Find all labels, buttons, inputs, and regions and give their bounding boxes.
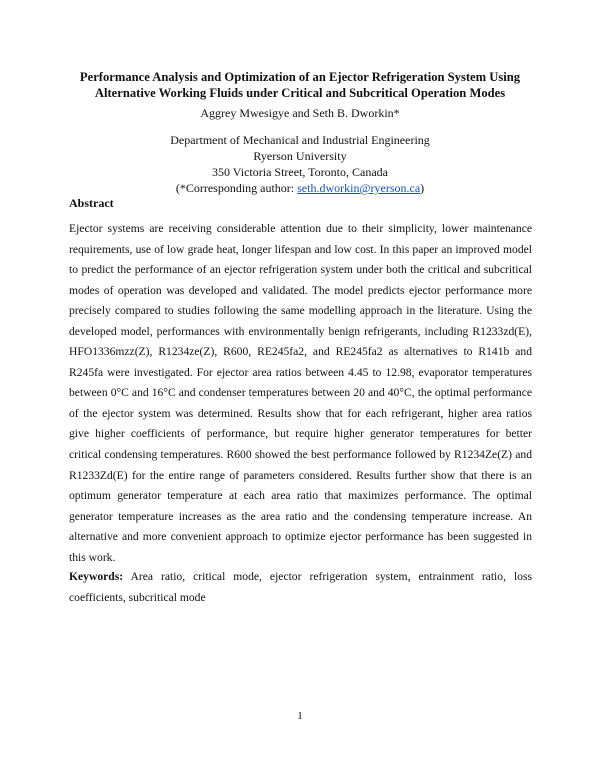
corresponding-author: [0, 180, 600, 196]
author-list: Aggrey Mwesigye and Seth B. Dworkin*: [200, 106, 400, 120]
abstract-line: to predict the performance of an ejector refrigeration system under both the critical and subcritical: [69, 263, 532, 277]
abstract-line: critical condensing temperatures. R600 showed the best performance followed by R1234Ze(Z) and: [69, 448, 532, 462]
keywords-block: [69, 567, 532, 608]
address: 350 Victoria Street, Toronto, Canada: [212, 165, 388, 179]
abstract-line: R1233Zd(E) for the entire range of parameters considered. Results further show that there is an: [69, 468, 532, 482]
university: Ryerson University: [253, 149, 347, 163]
department: Department of Mechanical and Industrial Engineering: [170, 133, 430, 147]
affiliation-block: [0, 132, 600, 196]
abstract-line: of the ejector system was determined. Results show that for each refrigerant, higher area ratios: [69, 406, 532, 420]
abstract-line: optimum generator temperature at each area ratio that maximizes performance. The optimal: [69, 489, 532, 503]
abstract-line: precisely compared to studies following the same modelling approach in the literature. Using the: [69, 304, 532, 318]
page-number: 1: [297, 710, 303, 722]
abstract-body: [69, 219, 532, 568]
keywords-text-1: Area ratio, critical mode, ejector refrigeration system, entrainment ratio, loss: [130, 570, 532, 583]
abstract-line: give higher coefficients of performance, but require higher generator temperatures for better: [69, 427, 532, 441]
email-link[interactable]: seth.dworkin@ryerson.ca: [297, 181, 421, 195]
abstract-line: between 0°C and 16°C and condenser temperatures between 20 and 40°C, the optimal performance: [69, 386, 532, 400]
abstract-line: R245fa were investigated. For ejector area ratios between 4.45 to 12.98, evaporator temperatures: [69, 365, 532, 379]
keywords-line-1: [69, 567, 532, 588]
paper-title: [60, 70, 540, 101]
abstract-heading: Abstract: [69, 196, 114, 210]
abstract-line: Ejector systems are receiving considerable attention due to their simplicity, lower maintenance: [69, 222, 532, 235]
title-line-1: Performance Analysis and Optimization of an Ejector Refrigeration System Using: [79, 70, 521, 84]
abstract-line: HFO1336mzz(Z), R1234ze(Z), R600, RE245fa2, and RE245fa2 as alternatives to R141b and: [69, 345, 532, 359]
corresponding-suffix: ): [420, 181, 425, 195]
keywords-line-2: coefficients, subcritical mode: [69, 590, 206, 604]
corresponding-prefix: (*Corresponding author:: [175, 181, 298, 195]
abstract-line: modes of operation was developed and validated. The model predicts ejector performance more: [69, 283, 532, 297]
abstract-line: requirements, use of low grade heat, longer lifespan and low cost. In this paper an improved model: [69, 242, 532, 256]
abstract-line: generator temperature increases as the area ratio and the condensing temperature increase. An: [69, 509, 532, 523]
keywords-label: Keywords:: [69, 570, 124, 583]
title-line-2: Alternative Working Fluids under Critical and Subcritical Operation Modes: [94, 85, 506, 100]
abstract-line: developed model, performances with environmentally benign refrigerants, including R1233zd(E),: [69, 324, 532, 338]
abstract-line: alternative and more convenient approach to optimize ejector performance has been suggested in: [69, 530, 532, 544]
abstract-line: this work.: [69, 550, 116, 564]
